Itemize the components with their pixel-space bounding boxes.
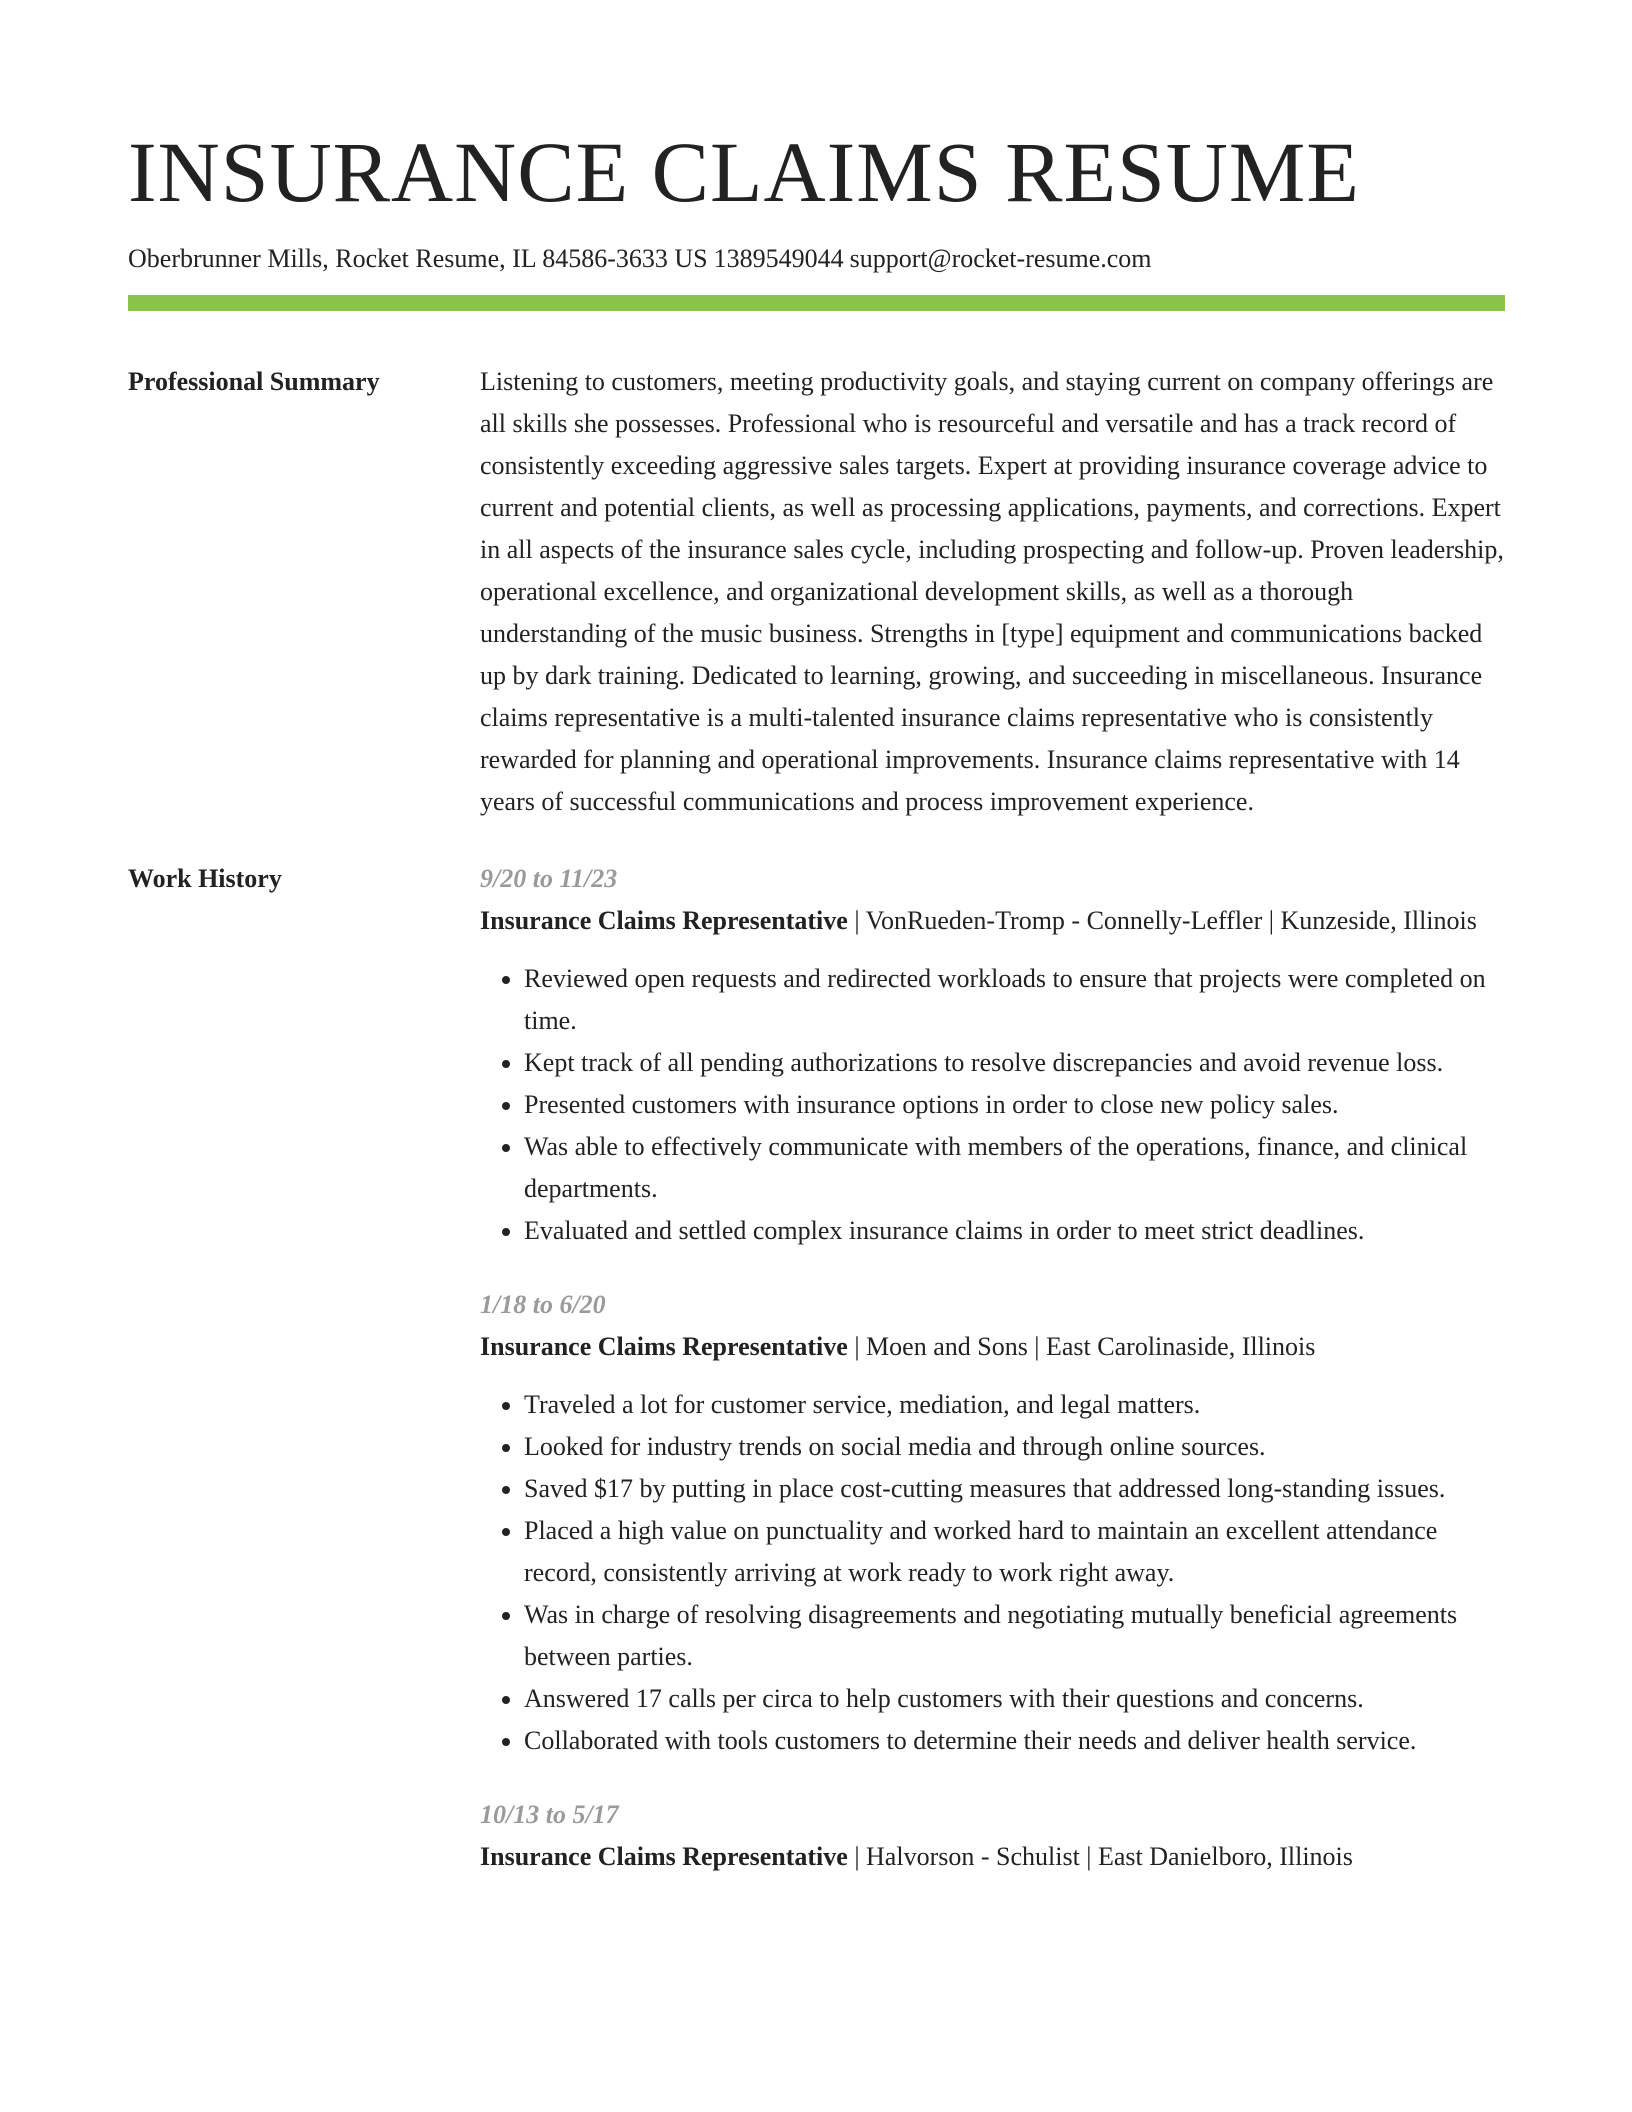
job-bullet: • Collaborated with tools customers to determine their needs and deliver health service. [524,1720,1505,1762]
job-bullet: • Reviewed open requests and redirected workloads to ensure that projects were completed on time. [524,958,1505,1042]
job-bullet: • Was in charge of resolving disagreements and negotiating mutually beneficial agreements between parties. [524,1594,1505,1678]
section-label-summary: Professional Summary [128,367,380,396]
job-company-location: | VonRueden-Tromp - Connelly-Leffler | Kunzeside, Illinois [847,906,1477,935]
job-title: Insurance Claims Representative [480,1332,848,1361]
contact-address: Oberbrunner Mills, Rocket Resume, IL 84586-3633 US [128,244,708,273]
job-dates: 1/18 to 6/20 [480,1290,606,1319]
job-heading [480,1836,1505,1878]
job-company-location: | Halvorson - Schulist | East Danielboro, Illinois [847,1842,1353,1871]
job-bullet: • Was able to effectively communicate with members of the operations, finance, and clinical departments. [524,1126,1505,1210]
summary-text: Listening to customers, meeting productivity goals, and staying current on company offerings are all skills she possesses. Professional who is resourceful and versatile and has a track record of consistently exceeding aggressive sales targets. Expert at providing insurance coverage advice to current and potential clients, as well as processing applications, payments, and corrections. Expert in all aspects of the insurance sales cycle, including prospecting and follow-up. Proven leadership, operational excellence, and organizational development skills, as well as a thorough understanding of the music business. Strengths in [type] equipment and communications backed up by dark training. Dedicated to learning, growing, and succeeding in miscellaneous. Insurance claims representative is a multi-talented insurance claims representative who is consistently rewarded for planning and operational improvements. Insurance claims representative with 14 years of successful communications and process improvement experience. [480,367,1504,816]
summary-body [480,361,1505,823]
job-bullet: • Presented customers with insurance options in order to close new policy sales. [524,1084,1505,1126]
job-bullet: • Saved $17 by putting in place cost-cutting measures that addressed long-standing issues. [524,1468,1505,1510]
job-entry [480,1284,1505,1762]
job-entry [480,1794,1505,1878]
job-title: Insurance Claims Representative [480,906,848,935]
contact-email: support@rocket-resume.com [849,244,1152,273]
work-history-section [128,858,1505,1910]
job-dates: 10/13 to 5/17 [480,1800,619,1829]
job-bullet: • Evaluated and settled complex insurance claims in order to meet strict deadlines. [524,1210,1505,1252]
header-divider [128,295,1505,311]
job-bullet-list [480,1384,1505,1762]
job-bullet-list [480,958,1505,1252]
job-title: Insurance Claims Representative [480,1842,848,1871]
job-heading [480,900,1505,942]
job-heading [480,1326,1505,1368]
job-bullet: • Traveled a lot for customer service, mediation, and legal matters. [524,1384,1505,1426]
professional-summary-section [128,361,1505,823]
contact-line [128,242,1505,276]
job-dates: 9/20 to 11/23 [480,864,618,893]
job-bullet: • Placed a high value on punctuality and worked hard to maintain an excellent attendance record, consistently arriving at work ready to work right away. [524,1510,1505,1594]
job-bullet: • Looked for industry trends on social media and through online sources. [524,1426,1505,1468]
contact-phone: 1389549044 [713,244,844,273]
resume-page [128,0,1505,1910]
job-company-location: | Moen and Sons | East Carolinaside, Illinois [847,1332,1316,1361]
work-history-body [480,858,1505,1910]
job-bullet: • Kept track of all pending authorizations to resolve discrepancies and avoid revenue loss. [524,1042,1505,1084]
job-entry [480,858,1505,1252]
resume-title: INSURANCE CLAIMS RESUME [128,124,1360,220]
job-bullet: • Answered 17 calls per circa to help customers with their questions and concerns. [524,1678,1505,1720]
section-label-work: Work History [128,864,282,893]
